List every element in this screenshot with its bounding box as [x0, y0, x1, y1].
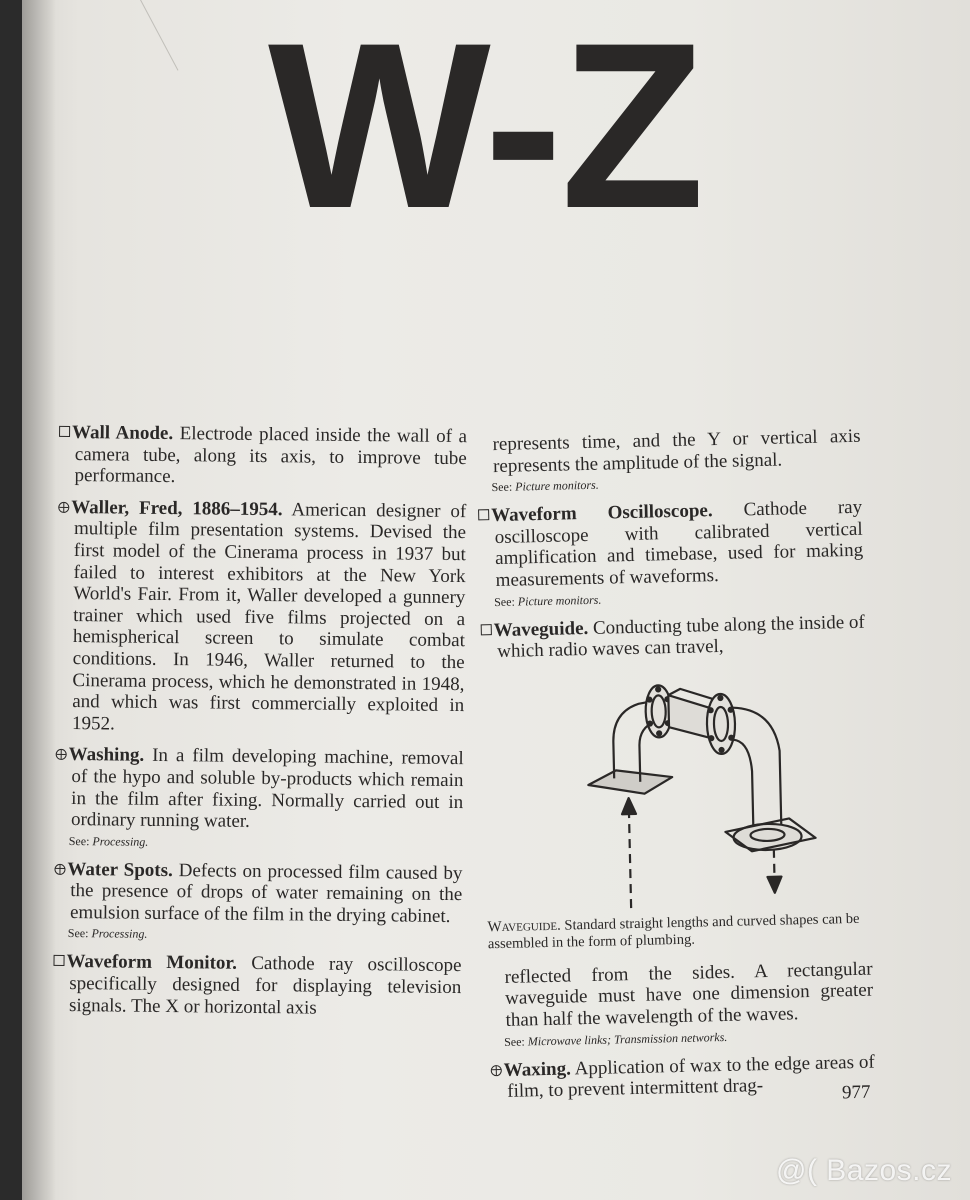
- entry-head: Waveform Oscilloscope.: [490, 500, 713, 527]
- entry-wall-anode: [58, 422, 467, 491]
- entry-body: Defects on processed film caused by the presence of drops of water remaining on the emulsion surface of the film in the drying cabinet.: [69, 859, 463, 927]
- page-number: 977: [841, 1081, 871, 1104]
- see-target: Picture monitors.: [517, 592, 602, 609]
- left-column: [53, 422, 467, 1030]
- see-reference: [67, 926, 462, 946]
- see-reference: [68, 833, 463, 853]
- right-column: [476, 426, 875, 1113]
- see-label: See:: [503, 1034, 525, 1049]
- entry-body: Cathode ray oscilloscope with calibrated vertical amplification and timebase, used for making measurements of waveforms.: [494, 496, 864, 592]
- see-label: See:: [68, 833, 90, 848]
- see-label: See:: [67, 926, 89, 941]
- see-target: Processing.: [92, 833, 149, 849]
- entry-head: Waveform Monitor.: [66, 951, 238, 975]
- continuation-text: represents time, and the Y or vertical axis represents the amplitude of the signal.: [492, 425, 861, 477]
- entry-body: Application of wax to the edge areas of film, to prevent intermittent drag-: [507, 1051, 875, 1103]
- entry-waveguide: [481, 611, 866, 663]
- see-label: See:: [491, 479, 513, 495]
- entry-head: Waveguide.: [493, 617, 589, 641]
- caption-head: Waveguide.: [487, 917, 562, 936]
- watermark: @( Bazos.cz: [776, 1154, 952, 1187]
- globe-marker-icon: [54, 864, 65, 875]
- entry-head: Washing.: [68, 744, 145, 767]
- entry-head: Wall Anode.: [71, 422, 174, 445]
- figure-caption: [487, 910, 872, 953]
- entry-waveform-monitor: [53, 951, 462, 1020]
- globe-marker-icon: [56, 749, 67, 760]
- see-target: Microwave links; Transmission networks.: [527, 1029, 728, 1048]
- see-target: Processing.: [91, 926, 148, 942]
- entry-body: Conducting tube along the inside of which radio waves can travel,: [497, 611, 865, 663]
- book-gutter: [22, 0, 56, 1200]
- entry-body: Electrode placed inside the wall of a camera tube, along its axis, to improve tube performance.: [74, 423, 468, 488]
- entry-head: Water Spots.: [67, 858, 173, 881]
- waveguide-continuation-text: reflected from the sides. A rectangular waveguide must have one dimension greater than half the wavelength of the waves.: [504, 958, 874, 1031]
- entry-waveform-oscilloscope: [478, 497, 864, 610]
- entry-waxing: [491, 1051, 876, 1103]
- entry-body: In a film developing machine, removal of the hypo and soluble by-products which remain in the film after fixing. Normally carried out in ordinary running water.: [70, 745, 464, 832]
- entry-body: American designer of multiple film presentation systems. Devised the first model of the Cinerama process in 1937 but failed to interest exhibitors at the New York World's Fair. From it, Waller developed a gunnery trainer which used five films projected on a hemispherical screen to simulate combat conditions. In 1946, Waller returned to the Cinerama process, which he demonstrated in 1948, and which was first commercially exploited in 1952.: [71, 499, 467, 735]
- entry-head: Waxing.: [503, 1057, 572, 1081]
- paper-crease: [140, 0, 240, 71]
- box-marker-icon: [53, 955, 64, 966]
- section-title: W-Z: [268, 0, 703, 258]
- entry-waveguide-continuation: [488, 958, 874, 1049]
- entry-washing: [55, 744, 464, 853]
- entry-head: Waller, Fred, 1886–1954.: [71, 496, 283, 521]
- globe-marker-icon: [58, 502, 69, 513]
- entry-body: Cathode ray oscilloscope specifically designed for displaying television signals. The X or horizontal axis: [68, 953, 462, 1019]
- caption-body: Standard straight lengths and curved shapes can be assembled in the form of plumbing.: [487, 910, 860, 953]
- entry-waller-fred: [56, 497, 466, 739]
- waveguide-illustration: [572, 677, 857, 913]
- see-target: Picture monitors.: [515, 477, 599, 494]
- book-page: [22, 0, 970, 1200]
- box-marker-icon: [478, 509, 489, 520]
- box-marker-icon: [59, 426, 70, 437]
- entry-water-spots: [54, 859, 463, 946]
- globe-marker-icon: [491, 1065, 502, 1076]
- entry-continuation: [476, 426, 861, 496]
- see-label: See:: [493, 594, 515, 609]
- box-marker-icon: [481, 624, 492, 635]
